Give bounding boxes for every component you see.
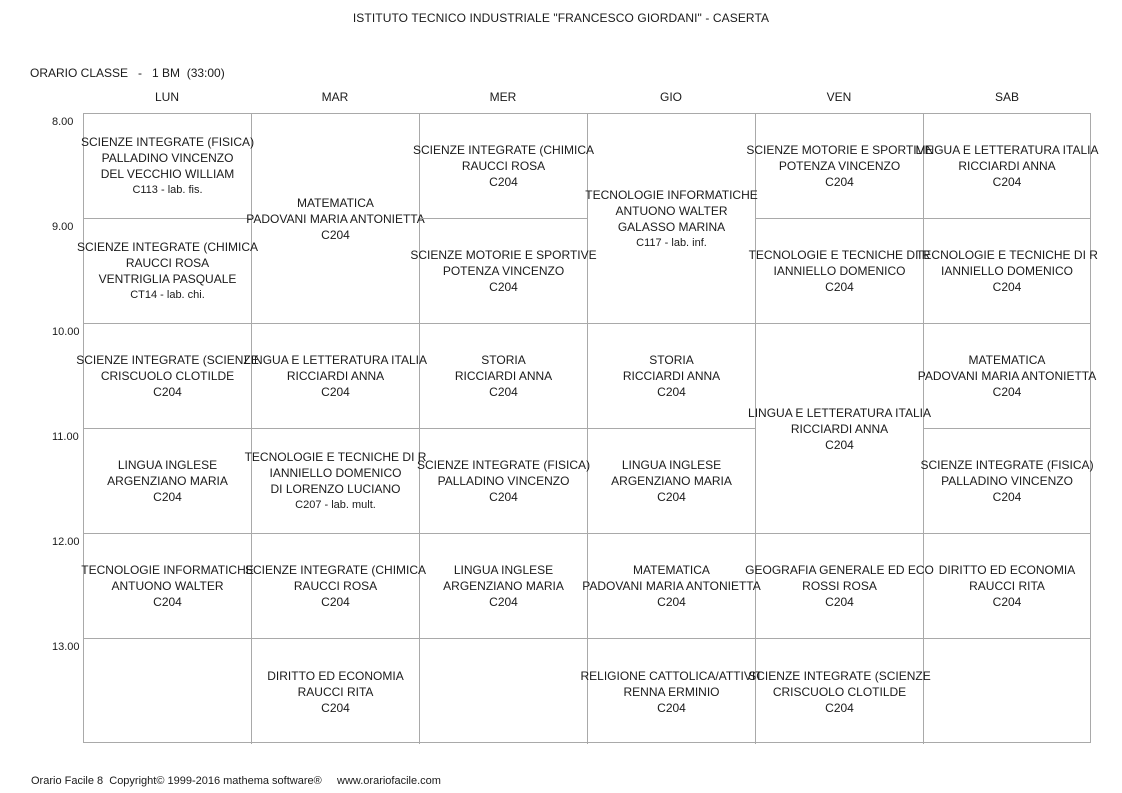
lesson-cell [420, 534, 588, 639]
time-label-8: 8.00 [52, 116, 74, 128]
subject: SCIENZE INTEGRATE (FISICA) [920, 458, 1094, 472]
room: C204 [992, 175, 1022, 189]
teacher: ARGENZIANO MARIA [611, 474, 732, 488]
empty-cell [420, 639, 588, 744]
room: C204 [489, 490, 518, 504]
subject: LINGUA INGLESE [117, 458, 218, 472]
room: C204 [657, 490, 686, 504]
teacher: DI LORENZO LUCIANO [270, 482, 401, 496]
subject: SCIENZE INTEGRATE (SCIENZE [76, 353, 259, 367]
lesson-cell [746, 114, 933, 219]
day-header-ven: VEN [826, 90, 852, 104]
room: C204 [321, 227, 350, 242]
lesson-cell [748, 219, 931, 324]
teacher: GALASSO MARINA [617, 219, 726, 234]
teacher: RICCIARDI ANNA [622, 369, 721, 383]
website-link[interactable]: www.orariofacile.com [337, 775, 441, 787]
room: C204 [992, 280, 1022, 294]
room: C113 - lab. fis. [132, 184, 203, 196]
teacher: ANTUONO WALTER [615, 203, 728, 218]
subject: DIRITTO ED ECONOMIA [267, 668, 404, 683]
room: C117 - lab. inf. [636, 236, 707, 249]
teacher: RENNA ERMINIO [623, 684, 720, 699]
lesson-cell [76, 324, 259, 429]
teacher: ARGENZIANO MARIA [443, 579, 564, 593]
room: CT14 - lab. chi. [130, 289, 205, 301]
teacher: PADOVANI MARIA ANTONIETTA [246, 211, 425, 226]
lesson-cell [924, 534, 1090, 639]
lesson-cell [915, 114, 1099, 219]
time-label-11: 11.00 [52, 431, 79, 443]
room: C204 [153, 385, 182, 399]
room: C207 - lab. mult. [295, 499, 376, 511]
subject: RELIGIONE CATTOLICA/ATTIVIT [580, 668, 763, 683]
time-label-9: 9.00 [52, 221, 74, 233]
lesson-cell [588, 429, 756, 534]
lesson-cell [916, 219, 1098, 324]
teacher: RICCIARDI ANNA [286, 369, 385, 383]
teacher: RAUCCI ROSA [293, 579, 378, 593]
subject: SCIENZE INTEGRATE (FISICA) [80, 135, 255, 149]
teacher: CRISCUOLO CLOTILDE [772, 684, 907, 699]
subject: LINGUA INGLESE [453, 563, 554, 577]
day-header-sab: SAB [994, 90, 1019, 104]
room: C204 [825, 175, 854, 189]
room: C204 [825, 595, 854, 609]
subject: TECNOLOGIE E TECNICHE DI R [748, 248, 931, 262]
time-label-12: 12.00 [52, 536, 80, 548]
subject: TECNOLOGIE E TECNICHE DI R [244, 450, 427, 464]
teacher: PALLADINO VINCENZO [437, 474, 570, 488]
lesson-cell [582, 534, 761, 639]
room: C204 [992, 385, 1022, 399]
lesson-cell [917, 324, 1097, 429]
subject: TECNOLOGIE INFORMATICHE [81, 563, 254, 577]
room: C204 [657, 595, 686, 609]
subject: SCIENZE INTEGRATE (SCIENZE [748, 668, 931, 683]
subject: MATEMATICA [297, 195, 374, 210]
lesson-cell [920, 429, 1094, 534]
room: C204 [825, 700, 854, 715]
room: C204 [657, 700, 686, 715]
lesson-cell [252, 639, 420, 744]
subject: SCIENZE INTEGRATE (FISICA) [416, 458, 591, 472]
teacher: PALLADINO VINCENZO [101, 151, 234, 165]
lesson-cell [246, 114, 425, 324]
day-header-lun: LUN [154, 90, 179, 104]
room: C204 [992, 490, 1022, 504]
subject: LINGUA E LETTERATURA ITALIA [915, 143, 1099, 157]
room: C204 [321, 595, 350, 609]
room: C204 [153, 490, 182, 504]
lesson-cell [80, 114, 255, 219]
room: C204 [153, 595, 182, 609]
lesson-cell [412, 114, 595, 219]
empty-cell [924, 639, 1090, 744]
lesson-cell [420, 324, 588, 429]
teacher: ARGENZIANO MARIA [107, 474, 228, 488]
subject: SCIENZE INTEGRATE (CHIMICA [244, 563, 427, 577]
subject: STORIA [649, 353, 694, 367]
empty-cell [84, 639, 252, 744]
day-header-gio: GIO [659, 90, 682, 104]
teacher: RICCIARDI ANNA [454, 369, 553, 383]
teacher: RAUCCI RITA [969, 579, 1045, 593]
footer [31, 775, 441, 787]
page-title: ISTITUTO TECNICO INDUSTRIALE "FRANCESCO GIORDANI" - CASERTA [352, 11, 770, 25]
day-header-mar: MAR [321, 90, 349, 104]
room: C204 [489, 385, 518, 399]
subject: LINGUA E LETTERATURA ITALIA [244, 353, 427, 367]
subject: MATEMATICA [633, 563, 710, 577]
lesson-cell [588, 324, 756, 429]
room: C204 [321, 385, 350, 399]
room: C204 [489, 175, 518, 189]
room: C204 [321, 700, 350, 715]
subject: LINGUA INGLESE [621, 458, 722, 472]
copyright-text: Orario Facile 8 Copyright© 1999-2016 mathema software® [31, 775, 322, 787]
time-label-10: 10.00 [52, 326, 80, 338]
subject: SCIENZE INTEGRATE (CHIMICA [412, 143, 595, 157]
room: C204 [825, 437, 854, 452]
teacher: VENTRIGLIA PASQUALE [98, 272, 237, 286]
lesson-cell [81, 534, 254, 639]
class-label: ORARIO CLASSE - 1 BM (33:00) [30, 66, 225, 80]
room: C204 [489, 280, 518, 294]
teacher: RAUCCI ROSA [125, 256, 210, 270]
teacher: CRISCUOLO CLOTILDE [100, 369, 235, 383]
lesson-cell [244, 534, 427, 639]
teacher: PALLADINO VINCENZO [941, 474, 1073, 488]
subject: GEOGRAFIA GENERALE ED ECO [745, 563, 934, 577]
teacher: ANTUONO WALTER [111, 579, 224, 593]
room: C204 [825, 280, 854, 294]
teacher: DEL VECCHIO WILLIAM [100, 167, 235, 181]
lesson-cell [416, 429, 591, 534]
lesson-cell [580, 639, 763, 744]
subject: DIRITTO ED ECONOMIA [938, 563, 1076, 577]
day-header-mer: MER [489, 90, 517, 104]
teacher: IANNIELLO DOMENICO [269, 466, 402, 480]
subject: SCIENZE MOTORIE E SPORTIVE [746, 143, 933, 157]
lesson-cell [244, 429, 427, 534]
subject: LINGUA E LETTERATURA ITALIA [748, 405, 931, 420]
teacher: RICCIARDI ANNA [958, 159, 1056, 173]
subject: SCIENZE INTEGRATE (CHIMICA [76, 240, 259, 254]
teacher: RAUCCI ROSA [461, 159, 546, 173]
subject: SCIENZE MOTORIE E SPORTIVE [410, 248, 597, 262]
lesson-cell [410, 219, 597, 324]
lesson-cell [745, 534, 934, 639]
subject: MATEMATICA [968, 353, 1046, 367]
subject: TECNOLOGIE E TECNICHE DI R [916, 248, 1098, 262]
lesson-cell [76, 219, 259, 324]
teacher: POTENZA VINCENZO [778, 159, 901, 173]
teacher: PADOVANI MARIA ANTONIETTA [917, 369, 1097, 383]
room: C204 [992, 595, 1022, 609]
lesson-cell [748, 639, 931, 744]
subject: TECNOLOGIE INFORMATICHE [585, 187, 758, 202]
teacher: RICCIARDI ANNA [790, 421, 889, 436]
subject: STORIA [481, 353, 526, 367]
teacher: RAUCCI RITA [297, 684, 374, 699]
teacher: PADOVANI MARIA ANTONIETTA [582, 579, 761, 593]
timetable-grid [76, 113, 1099, 743]
lesson-cell [84, 429, 252, 534]
room: C204 [489, 595, 518, 609]
teacher: IANNIELLO DOMENICO [773, 264, 906, 278]
lesson-cell [585, 114, 758, 324]
teacher: ROSSI ROSA [802, 579, 877, 593]
room: C204 [657, 385, 686, 399]
lesson-cell [244, 324, 427, 429]
time-label-13: 13.00 [52, 641, 80, 653]
lesson-cell [748, 324, 931, 534]
teacher: IANNIELLO DOMENICO [940, 264, 1074, 278]
teacher: POTENZA VINCENZO [442, 264, 565, 278]
